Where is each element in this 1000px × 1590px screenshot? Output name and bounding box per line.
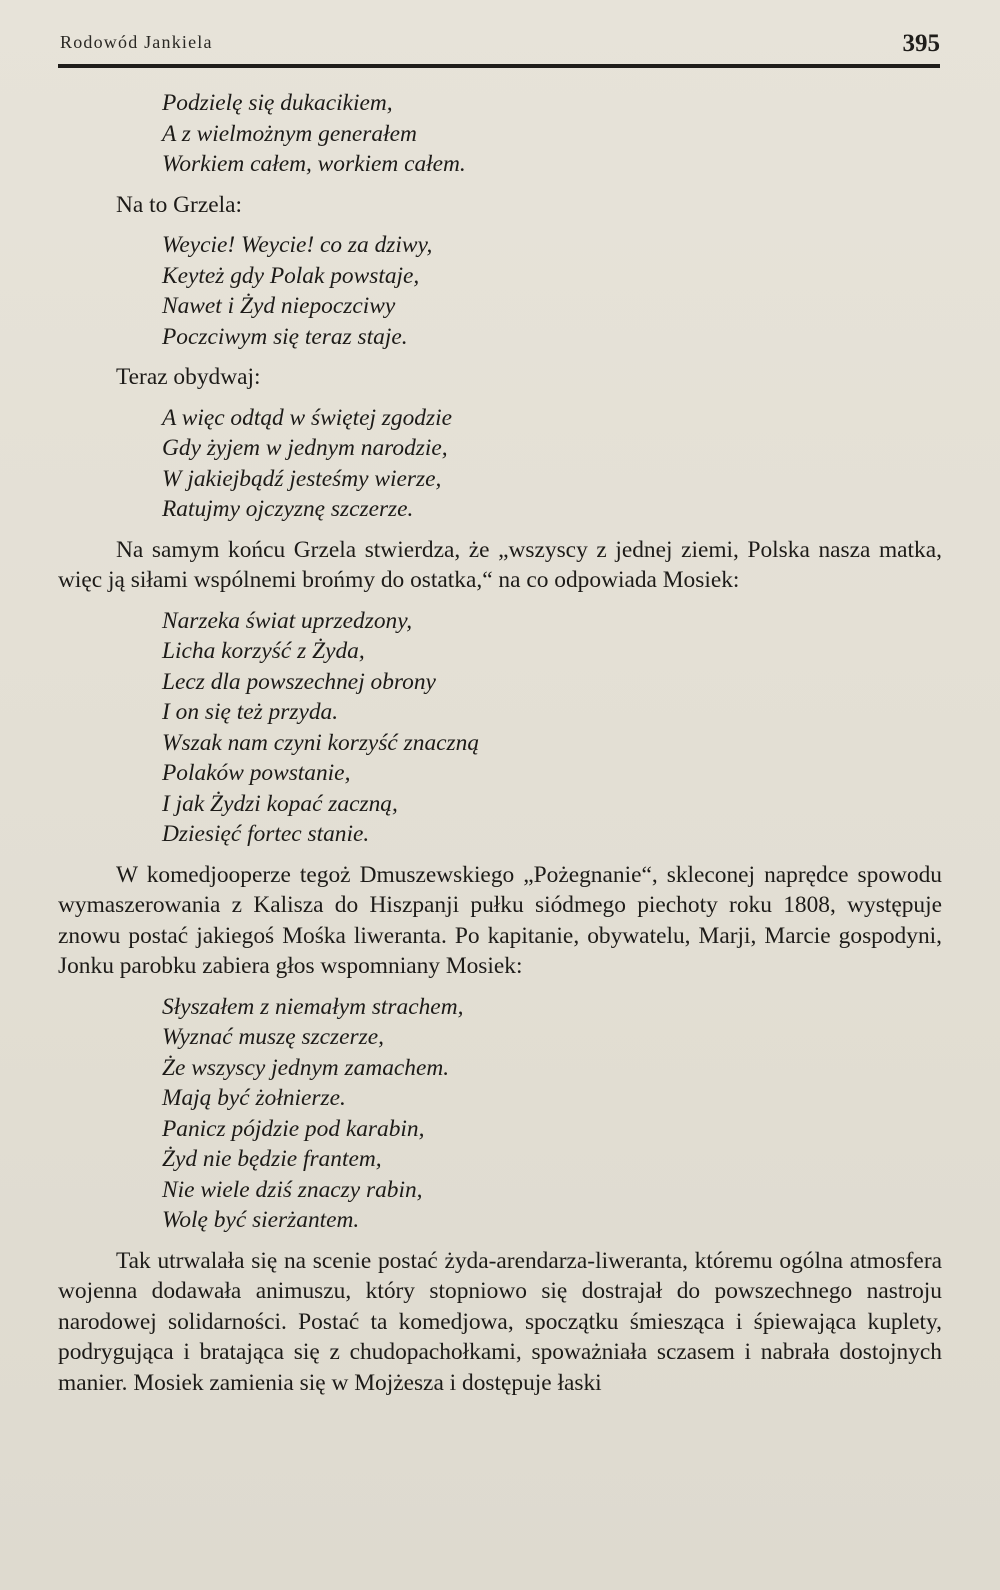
verse-stanza-5: [58, 992, 942, 1236]
verse-line: Ratujmy ojczyznę szczerze.: [162, 496, 414, 522]
verse-line: Licha korzyść z Żyda,: [162, 638, 365, 664]
verse-line: Dziesięć fortec stanie.: [162, 821, 370, 847]
page-body: [58, 88, 942, 1398]
verse-stanza-2: [58, 230, 942, 352]
verse-line: Że wszyscy jednym zamachem.: [162, 1054, 450, 1081]
body-paragraph-1: Na samym końcu Grzela stwierdza, że „wszyscy z jednej ziemi, Polska nasza matka, więc ją siłami wspólnemi brońmy do ostatka,“ na co odpowiada Mosiek:: [58, 536, 942, 593]
body-paragraph-3: Tak utrwalała się na scenie postać żyda-arendarza-liweranta, któremu ogólna atmosfera wojenna dodawała animuszu, który stopniowo się dostrajał do powszechnego nastroju narodowej solidarności. Postać ta komedjowa, spoczątku śmiesząca i śpiewająca kuplety, podrygująca i bratająca się z chudopachołkami, spoważniała sczasem i nabrała dostojnych manier. Mosiek zamienia się w Mojżesza i dostępuje łaski: [58, 1247, 942, 1396]
header-rule: [58, 64, 940, 68]
verse-stanza-4: [58, 606, 942, 850]
verse-line: Panicz pójdzie pod karabin,: [162, 1115, 425, 1142]
verse-line: Podzielę się dukacikiem,: [162, 90, 393, 116]
verse-line: Wyznać muszę szczerze,: [162, 1024, 384, 1050]
verse-line: W jakiejbądź jesteśmy wierze,: [162, 465, 442, 492]
verse-line: Wolę być sierżantem.: [162, 1207, 360, 1233]
verse-stanza-1: [58, 88, 942, 180]
page-header: [58, 22, 940, 72]
verse-line: Keyteż gdy Polak powstaje,: [162, 262, 420, 289]
page-number: 395: [902, 30, 940, 57]
verse-line: I jak Żydzi kopać zaczną,: [162, 790, 398, 817]
verse-line: A więc odtąd w świętej zgodzie: [162, 404, 452, 431]
verse-line: I on się też przyda.: [162, 699, 339, 725]
verse-line: Workiem całem, workiem całem.: [162, 151, 466, 177]
running-head: Rodowód Jankiela: [60, 32, 213, 52]
verse-line: Polaków powstanie,: [162, 760, 351, 786]
verse-line: Wszak nam czyni korzyść znaczną: [162, 729, 480, 756]
verse-line: Weycie! Weycie! co za dziwy,: [162, 232, 433, 258]
verse-stanza-3: [58, 403, 942, 525]
verse-line: Nawet i Żyd niepoczciwy: [162, 293, 396, 319]
verse-line: Mają być żołnierze.: [162, 1085, 346, 1111]
verse-line: Lecz dla powszechnej obrony: [162, 668, 436, 695]
verse-line: Gdy żyjem w jednym narodzie,: [162, 435, 448, 461]
verse-line: Żyd nie będzie frantem,: [162, 1146, 382, 1172]
verse-line: Słyszałem z niemałym strachem,: [162, 993, 464, 1020]
verse-line: Nie wiele dziś znaczy rabin,: [162, 1176, 423, 1203]
speaker-line-both: Teraz obydwaj:: [116, 364, 261, 390]
body-paragraph-2: W komedjooperze tegoż Dmuszewskiego „Pożegnanie“, skleconej naprędce spowodu wymaszerowania z Kalisza do Hiszpanji pułku siódmego piechoty roku 1808, występuje znowu postać jakiegoś Mośka liweranta. Po kapitanie, obywatelu, Marji, Marcie gospodyni, Jonku parobku zabiera głos wspomniany Mosiek:: [58, 861, 942, 979]
verse-line: Poczciwym się teraz staje.: [162, 323, 408, 350]
verse-line: A z wielmożnym generałem: [162, 120, 417, 147]
speaker-line-grzela: Na to Grzela:: [116, 191, 242, 218]
verse-line: Narzeka świat uprzedzony,: [162, 607, 413, 634]
